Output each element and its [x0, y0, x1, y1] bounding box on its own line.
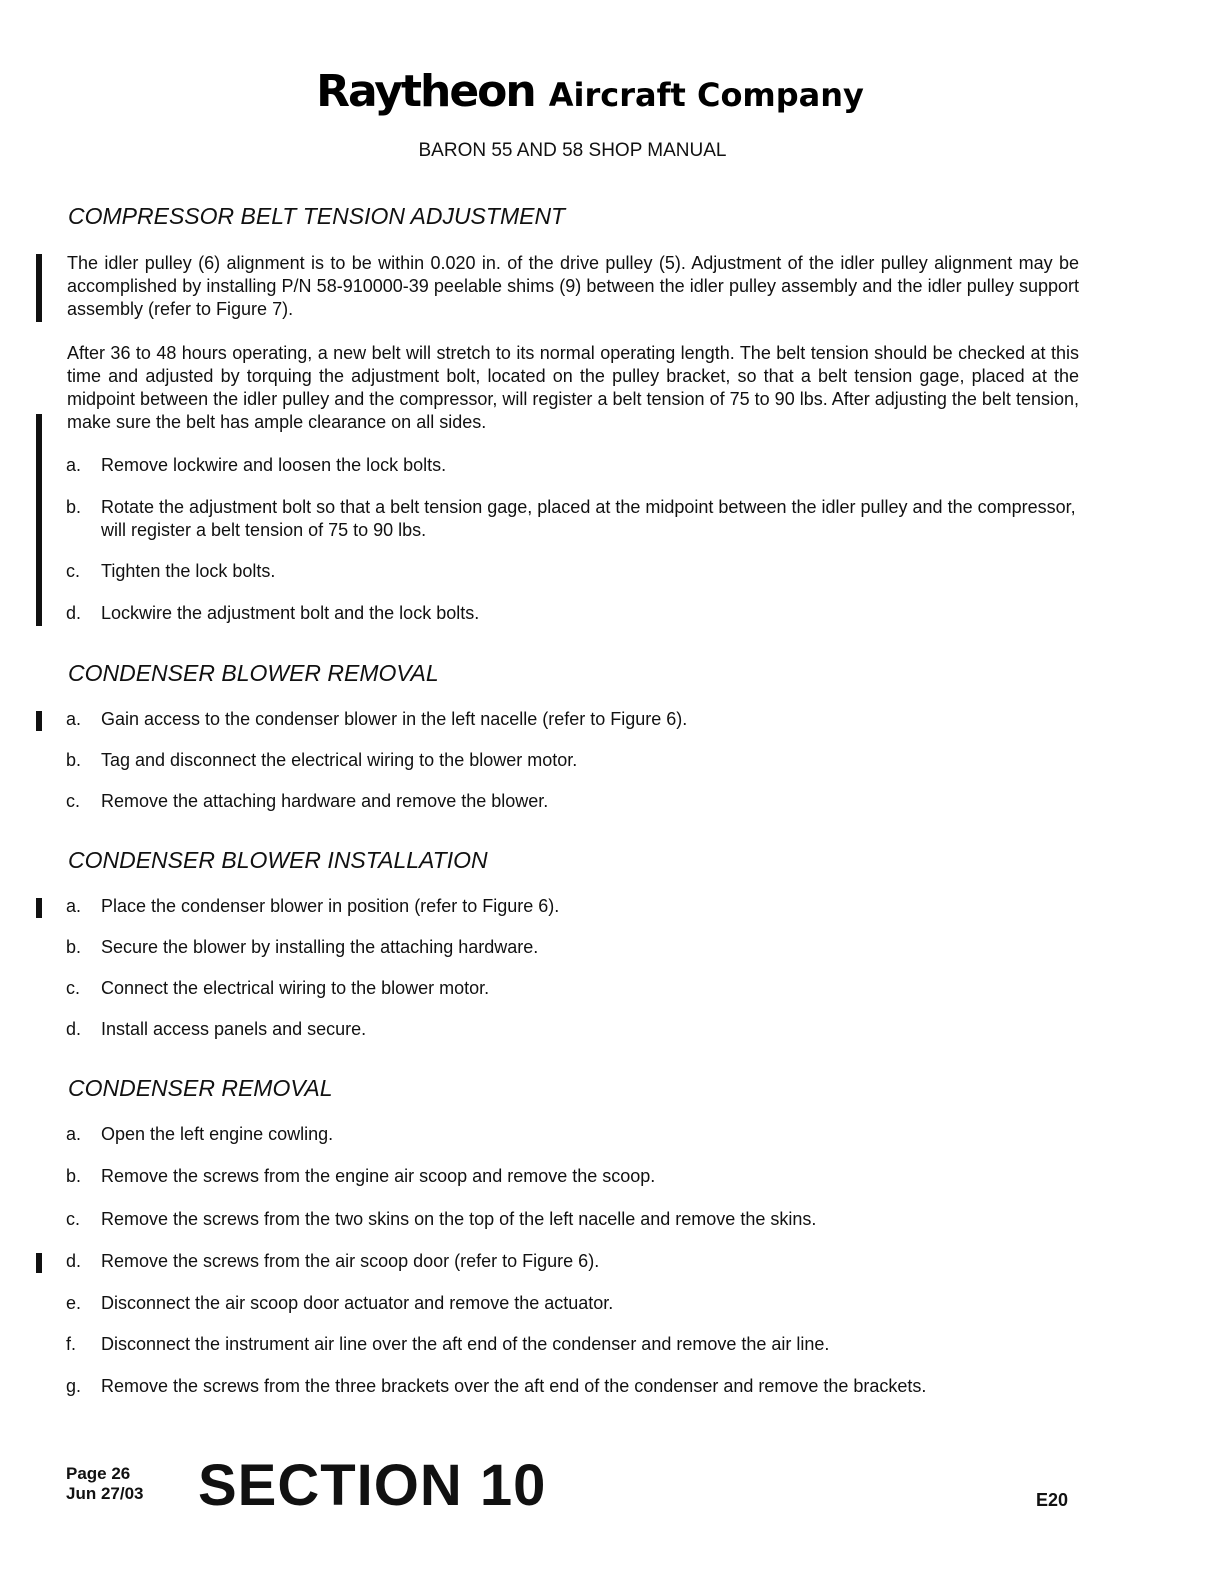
list-item-letter: e.	[66, 1293, 82, 1313]
list-item-letter: c.	[66, 791, 81, 811]
list-item-letter: c.	[66, 561, 81, 581]
list-item-text: Remove lockwire and loosen the lock bolts.	[101, 455, 447, 475]
list-item-text: Lockwire the adjustment bolt and the lock bolts.	[101, 603, 480, 623]
list-item-letter: b.	[66, 750, 82, 770]
manual-title: BARON 55 AND 58 SHOP MANUAL	[418, 140, 727, 161]
list-item-text: Secure the blower by installing the attaching hardware.	[101, 937, 539, 957]
list-item-letter: a.	[66, 709, 82, 729]
page-header	[0, 66, 1220, 117]
list-item-text: Connect the electrical wiring to the blower motor.	[101, 978, 490, 998]
section-heading-blower-installation: CONDENSER BLOWER INSTALLATION	[68, 847, 488, 873]
list-item-letter: a.	[66, 896, 82, 916]
list-item-text: Remove the screws from the air scoop door (refer to Figure 6).	[101, 1251, 600, 1271]
revision-bar	[36, 898, 42, 918]
list-item-letter: b.	[66, 937, 82, 957]
list-item-letter: d.	[66, 1019, 82, 1039]
list-item-letter: d.	[66, 603, 82, 623]
list-item-letter: b.	[66, 497, 82, 517]
list-item-text: Gain access to the condenser blower in the left nacelle (refer to Figure 6).	[101, 709, 688, 729]
list-item-text: Remove the attaching hardware and remove the blower.	[101, 791, 549, 811]
revision-bar	[36, 1253, 42, 1273]
list-item-text: Rotate the adjustment bolt so that a belt tension gage, placed at the midpoint between the idler pulley and the compressor, will register a belt tension of 75 to 90 lbs.	[101, 497, 1076, 540]
list-item-text: Tighten the lock bolts.	[101, 561, 276, 581]
list-item-text: Install access panels and secure.	[101, 1019, 367, 1039]
list-item-text: Open the left engine cowling.	[101, 1124, 334, 1144]
section-heading-blower-removal: CONDENSER BLOWER REMOVAL	[68, 660, 439, 686]
list-item-text: Tag and disconnect the electrical wiring to the blower motor.	[101, 750, 578, 770]
revision-bar	[36, 254, 42, 322]
footer-page-info	[66, 1464, 144, 1504]
revision-bar	[36, 414, 42, 626]
page-code: E20	[1036, 1490, 1069, 1510]
list-item-letter: g.	[66, 1376, 82, 1396]
list-item-text: Disconnect the air scoop door actuator and remove the actuator.	[101, 1293, 614, 1313]
revision-bar	[36, 711, 42, 731]
list-item-text: Place the condenser blower in position (refer to Figure 6).	[101, 896, 560, 916]
section-heading-condenser-removal: CONDENSER REMOVAL	[68, 1075, 333, 1101]
brand-subtitle: Aircraft Company	[548, 76, 864, 114]
list-item-letter: f.	[66, 1334, 77, 1354]
list-item-text: Remove the screws from the engine air scoop and remove the scoop.	[101, 1166, 656, 1186]
list-item-text: Remove the screws from the three brackets over the aft end of the condenser and remove the brackets.	[101, 1376, 927, 1396]
list-item-text: Remove the screws from the two skins on the top of the left nacelle and remove the skins.	[101, 1209, 817, 1229]
list-item-letter: a.	[66, 455, 82, 475]
list-item-letter: a.	[66, 1124, 82, 1144]
revision-date: Jun 27/03	[66, 1484, 144, 1503]
list-item-letter: b.	[66, 1166, 82, 1186]
section-label: SECTION 10	[198, 1453, 547, 1518]
paragraph-belt-stretch: After 36 to 48 hours operating, a new belt will stretch to its normal operating length. The belt tension should be checked at this time and adjusted by torquing the adjustment bolt, located on the pulley bracket, so that a belt tension gage, placed at the midpoint between the idler pulley and the compressor, will register a belt tension of 75 to 90 lbs. After adjusting the belt tension, make sure the belt has ample clearance on all sides.	[67, 343, 1079, 432]
brand-logo-text: Raytheon	[316, 66, 535, 117]
list-item-text: Disconnect the instrument air line over the aft end of the condenser and remove the air line.	[101, 1334, 830, 1354]
list-item-letter: c.	[66, 1209, 81, 1229]
section-heading-belt-tension: COMPRESSOR BELT TENSION ADJUSTMENT	[68, 203, 566, 229]
company-logo	[0, 66, 1220, 117]
list-item-letter: c.	[66, 978, 81, 998]
list-item-letter: d.	[66, 1251, 82, 1271]
page-number: Page 26	[66, 1464, 131, 1483]
paragraph-idler-alignment: The idler pulley (6) alignment is to be within 0.020 in. of the drive pulley (5). Adjustment of the idler pulley alignment may be accomplished by installing P/N 58-910000-39 peelable shims (9) between the idler pulley assembly and the idler pulley support assembly (refer to Figure 7).	[67, 253, 1079, 319]
